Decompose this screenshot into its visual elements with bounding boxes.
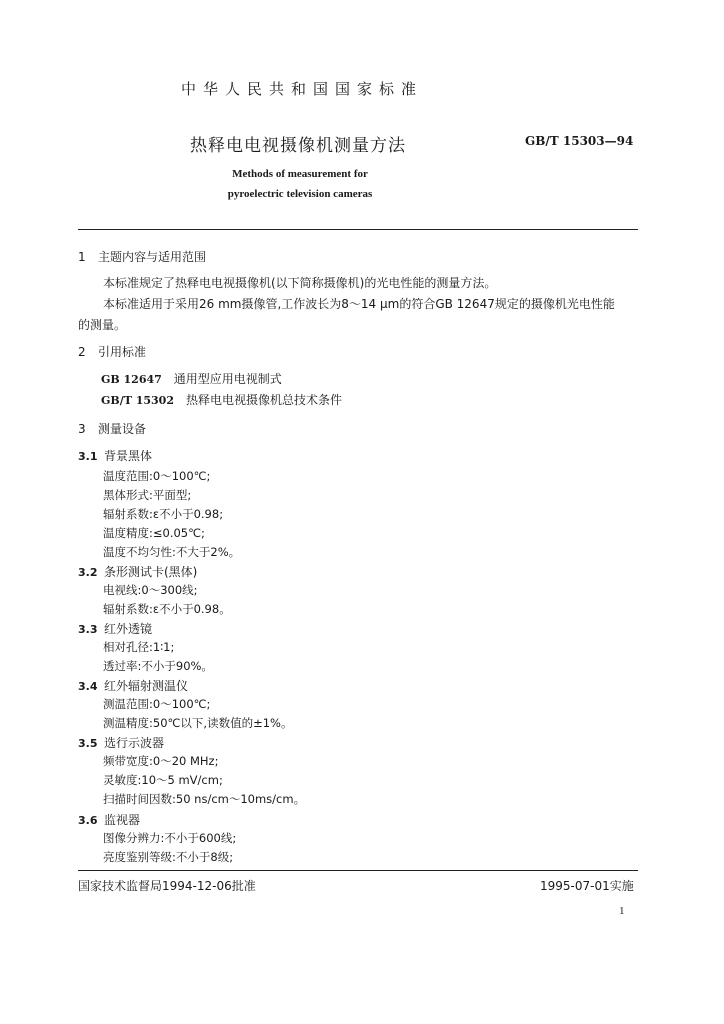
document-title-en-line1: Methods of measurement for <box>232 168 368 180</box>
subsection-3-3-heading <box>78 620 152 637</box>
standard-number: GB/T 15303—94 <box>525 134 634 148</box>
document-title-en-line2: pyroelectric television cameras <box>227 188 373 200</box>
reference-title: 通用型应用电视制式 <box>173 372 282 386</box>
reference-code: GB/T 15302 <box>101 394 174 407</box>
section-1-paragraph-2-cont: 的测量。 <box>78 318 127 332</box>
spec-item: 黑体形式:平面型; <box>103 488 192 502</box>
subsection-number: 3.4 <box>78 680 98 693</box>
issuing-body-header: 中华人民共和国国家标准 <box>180 80 423 98</box>
subsection-title: 条形测试卡(黑体) <box>104 565 198 579</box>
subsection-3-4-heading <box>78 677 188 694</box>
subsection-3-6-heading <box>78 811 140 828</box>
spec-item: 相对孔径:1∶1; <box>103 640 175 654</box>
spec-item: 温度精度:≤0.05℃; <box>103 526 205 540</box>
spec-item: 辐射系数:ε不小于0.98; <box>103 507 224 521</box>
reference-item <box>101 391 342 408</box>
subsection-3-1-heading <box>78 447 152 464</box>
header-divider <box>78 229 638 230</box>
spec-item: 辐射系数:ε不小于0.98。 <box>103 602 231 616</box>
spec-item: 亮度鉴别等级:不小于8级; <box>103 850 234 864</box>
spec-item: 温度不均匀性:不大于2%。 <box>103 545 241 559</box>
spec-item: 测温范围:0～100℃; <box>103 697 211 711</box>
section-title: 测量设备 <box>98 422 147 436</box>
subsection-title: 背景黑体 <box>104 449 153 463</box>
reference-title: 热释电电视摄像机总技术条件 <box>186 393 343 407</box>
section-number: 3 <box>78 422 86 436</box>
document-title-cn: 热释电电视摄像机测量方法 <box>190 136 406 156</box>
spec-item: 图像分辨力:不小于600线; <box>103 831 237 845</box>
reference-item <box>101 370 282 387</box>
section-1-paragraph-1: 本标准规定了热释电电视摄像机(以下简称摄像机)的光电性能的测量方法。 <box>103 276 497 290</box>
section-number: 1 <box>78 250 86 264</box>
section-number: 2 <box>78 345 86 359</box>
spec-item: 透过率:不小于90%。 <box>103 659 213 673</box>
subsection-title: 选行示波器 <box>104 736 165 750</box>
subsection-number: 3.2 <box>78 566 98 579</box>
subsection-3-2-heading <box>78 563 197 580</box>
spec-item: 电视线:0～300线; <box>103 583 198 597</box>
spec-item: 测温精度:50℃以下,读数值的±1%。 <box>103 716 293 730</box>
spec-item: 扫描时间因数:50 ns/cm～10ms/cm。 <box>103 792 306 806</box>
section-title: 引用标准 <box>98 345 147 359</box>
effective-date: 1995-07-01实施 <box>540 879 634 893</box>
footer-divider <box>78 870 638 871</box>
subsection-number: 3.1 <box>78 450 98 463</box>
spec-item: 灵敏度:10～5 mV/cm; <box>103 773 223 787</box>
subsection-title: 监视器 <box>104 813 141 827</box>
approval-date: 国家技术监督局1994-12-06批准 <box>78 879 256 893</box>
section-1-paragraph-2: 本标准适用于采用26 mm摄像管,工作波长为8～14 μm的符合GB 12647规定的摄像机光电性能 <box>103 297 615 311</box>
subsection-number: 3.5 <box>78 737 98 750</box>
section-title: 主题内容与适用范围 <box>98 250 207 264</box>
subsection-3-5-heading <box>78 734 164 751</box>
section-2-heading <box>78 343 146 360</box>
section-3-heading <box>78 420 146 437</box>
subsection-title: 红外透镜 <box>104 622 153 636</box>
subsection-title: 红外辐射测温仪 <box>104 679 189 693</box>
subsection-number: 3.6 <box>78 814 98 827</box>
spec-item: 频带宽度:0～20 MHz; <box>103 754 219 768</box>
page-number: 1 <box>619 905 625 917</box>
section-1-heading <box>78 248 206 265</box>
spec-item: 温度范围:0～100℃; <box>103 469 211 483</box>
reference-code: GB 12647 <box>101 373 162 386</box>
subsection-number: 3.3 <box>78 623 98 636</box>
